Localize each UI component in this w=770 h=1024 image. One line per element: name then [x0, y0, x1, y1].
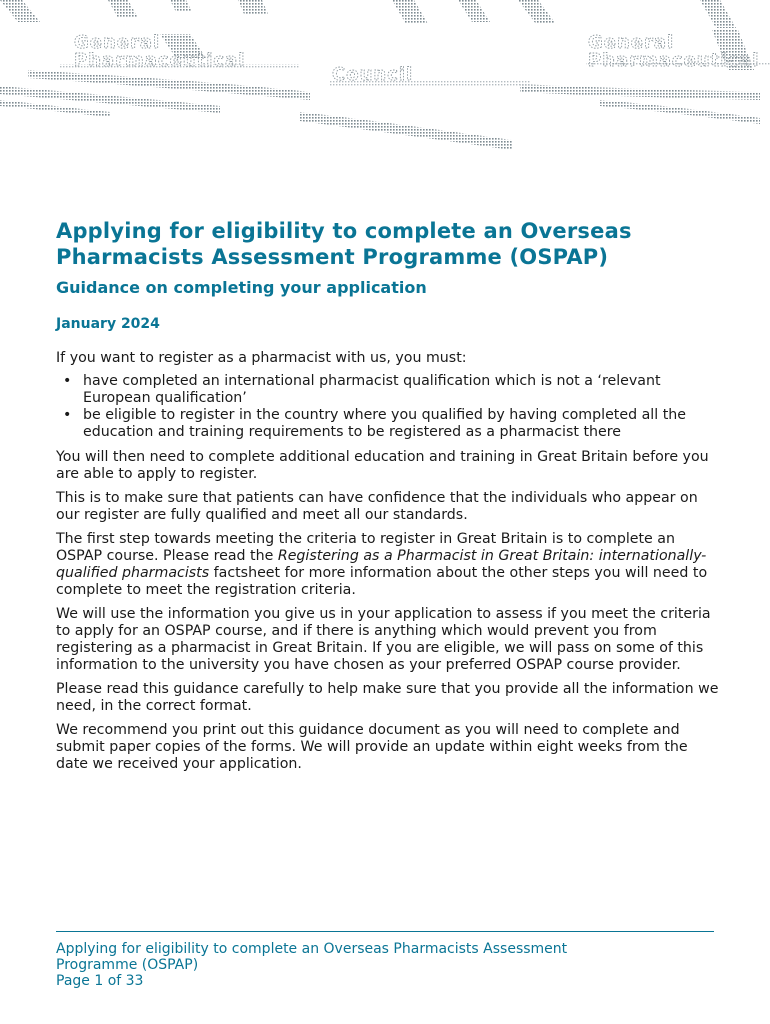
footer-title-line-1: Applying for eligibility to complete an Overseas Pharmacists Assessment	[56, 941, 568, 957]
footer-text	[56, 941, 714, 989]
footer-title-line-2: Programme (OSPAP)	[56, 957, 199, 973]
logo-word-pharmaceutical: Pharmaceutical	[74, 50, 246, 71]
requirements-list	[56, 373, 720, 441]
logo-word-council: Council	[332, 64, 414, 85]
logo-word-general-2: General	[588, 32, 675, 53]
paragraph-first-step	[56, 531, 720, 599]
list-item-text: be eligible to register in the country where you qualified by having completed all the education and training requirements to be registered as a pharmacist there	[83, 407, 686, 440]
footer-divider	[56, 931, 714, 932]
logo-word-pharmaceutical-2: Pharmaceutical	[588, 50, 760, 71]
page-title: Applying for eligibility to complete an Overseas Pharmacists Assessment Programme (OSPAP)	[56, 219, 632, 269]
paragraph-confidence: This is to make sure that patients can have confidence that the individuals who appear on our register are fully qualified and meet all our standards.	[56, 490, 698, 523]
bullet-icon: •	[63, 373, 72, 389]
paragraph-print-guidance: We recommend you print out this guidance document as you will need to complete and submit paper copies of the forms. We will provide an update within eight weeks from the date we received your application.	[56, 722, 688, 772]
header-artwork	[0, 0, 770, 160]
text-span: factsheet for more information about the other steps you will need to complete to meet the registration criteria.	[56, 565, 708, 598]
publication-date: January 2024	[56, 316, 160, 332]
paragraph-read-guidance: Please read this guidance carefully to help make sure that you provide all the information we need, in the correct format.	[56, 681, 719, 714]
document-body	[56, 218, 720, 773]
list-item	[56, 407, 720, 441]
page-subtitle: Guidance on completing your application	[56, 278, 427, 297]
list-item-text: have completed an international pharmacist qualification which is not a ‘relevant European qualification’	[83, 373, 661, 406]
factsheet-title: Registering as a Pharmacist in Great Britain: internationally- qualified pharmacists	[56, 548, 707, 581]
bullet-icon: •	[63, 407, 72, 423]
paragraph-information-use: We will use the information you give us in your application to assess if you meet the criteria to apply for an OSPAP course, and if there is anything which would prevent you from registering as a pharmacist in Great Britain. If you are eligible, we will pass on some of this information to the university you have chosen as your preferred OSPAP course provider.	[56, 606, 711, 673]
list-item	[56, 373, 720, 407]
intro-paragraph: If you want to register as a pharmacist with us, you must:	[56, 350, 467, 366]
text-span: The first step towards meeting the criteria to register in Great Britain is to complete an OSPAP course. Please read the	[56, 531, 675, 564]
page-footer	[56, 931, 714, 989]
paragraph-additional-training: You will then need to complete additional education and training in Great Britain before you are able to apply to register.	[56, 449, 709, 482]
page-number: Page 1 of 33	[56, 973, 144, 989]
logo-word-general: General	[74, 32, 161, 53]
